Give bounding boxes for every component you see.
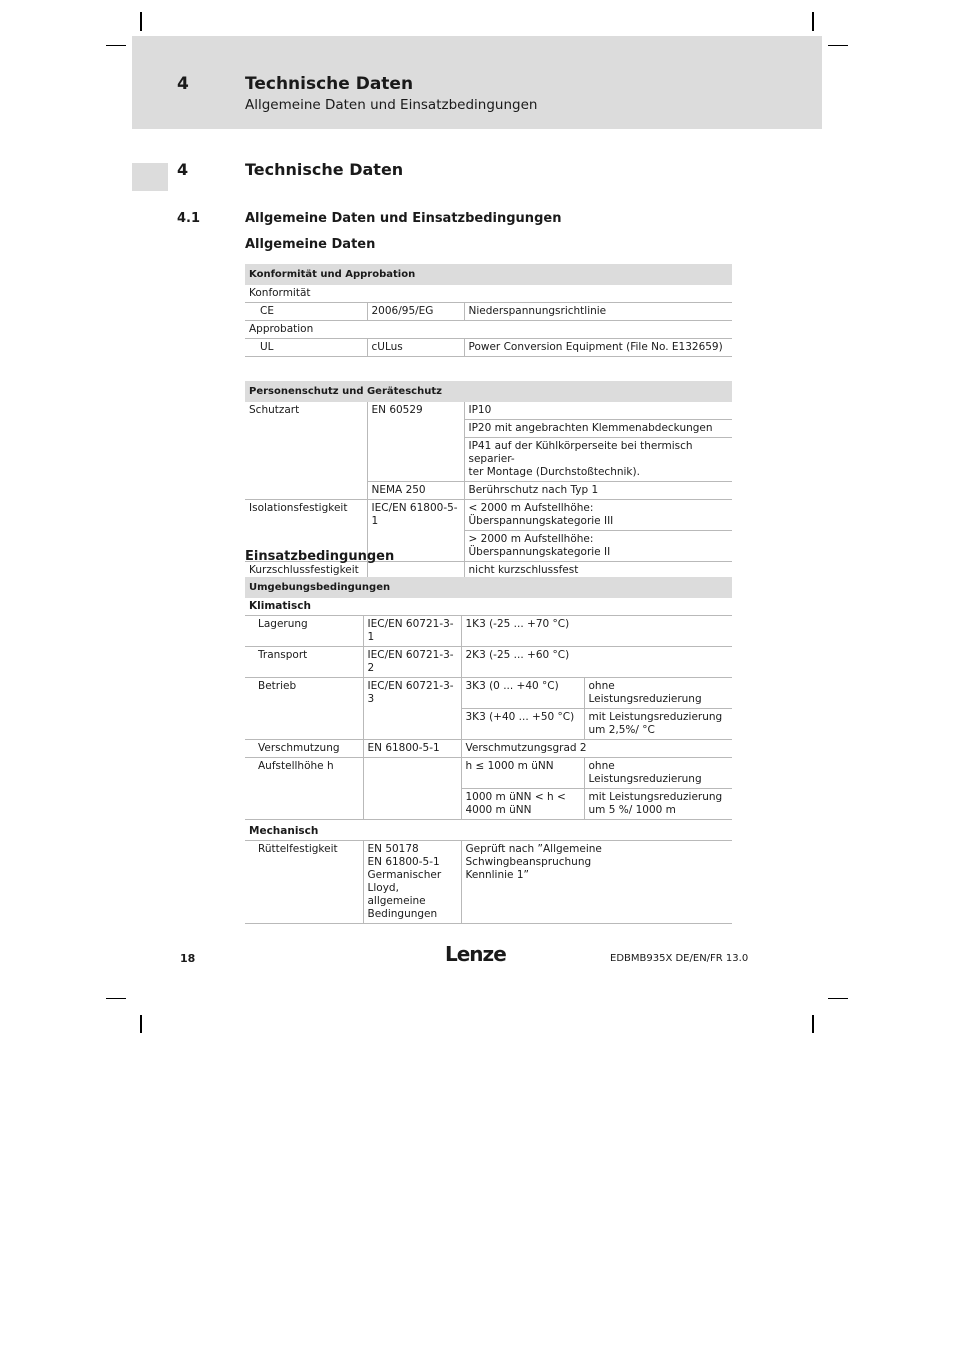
table-row: UL cULus Power Conversion Equipment (File No. E132659): [245, 339, 732, 357]
table-row: Isolationsfestigkeit IEC/EN 61800-5-1 < 2000 m Aufstellhöhe: Überspannungskategorie III: [245, 500, 732, 531]
table-row: > 2000 m Aufstellhöhe: Überspannungskategorie II: [245, 531, 732, 562]
table-row: Schutzart EN 60529 IP10: [245, 402, 732, 420]
table-row: Aufstellhöhe h h ≤ 1000 m üNN ohne Leistungsreduzierung: [245, 758, 732, 789]
heading-einsatzbedingungen: Einsatzbedingungen: [245, 549, 395, 564]
crop-mark: [140, 12, 142, 31]
crop-mark: [140, 1015, 142, 1033]
table-row: NEMA 250 Berührschutz nach Typ 1: [245, 482, 732, 500]
table-title: Personenschutz und Geräteschutz: [245, 381, 732, 402]
table-row: Transport IEC/EN 60721-3-2 2K3 (-25 ... +60 °C): [245, 647, 732, 678]
group-label: Konformität: [245, 285, 732, 303]
crop-mark: [106, 45, 126, 46]
umgebung-table: [245, 577, 732, 924]
chapter-number: 4: [177, 74, 189, 94]
section-marker: [132, 163, 168, 191]
table-row: Rüttelfestigkeit EN 50178 EN 61800-5-1 Germanischer Lloyd, allgemeine Bedingungen Geprüft nach ”Allgemeine Schwingbeanspruchung Kennlinie 1”: [245, 841, 732, 924]
table-title: Konformität und Approbation: [245, 264, 732, 285]
konformitaet-table: [245, 264, 732, 357]
section-number: 4: [177, 160, 189, 179]
table-row: 3K3 (+40 ... +50 °C) mit Leistungsreduzierung um 2,5%/ °C: [245, 709, 732, 740]
lenze-logo: Lenze: [445, 942, 506, 966]
crop-mark: [106, 998, 126, 999]
table-row: Kurzschlussfestigkeit nicht kurzschlussfest: [245, 562, 732, 580]
crop-mark: [812, 12, 814, 31]
section-title: Technische Daten: [245, 160, 404, 179]
subsection-number: 4.1: [177, 211, 201, 226]
subsection-title: Allgemeine Daten und Einsatzbedingungen: [245, 211, 562, 226]
chapter-title: Technische Daten: [245, 74, 414, 94]
crop-mark: [812, 1015, 814, 1033]
table-row: IP20 mit angebrachten Klemmenabdeckungen: [245, 420, 732, 438]
table-row: Verschmutzung EN 61800-5-1 Verschmutzungsgrad 2: [245, 740, 732, 758]
group-label: Klimatisch: [245, 598, 732, 616]
table-row: Lagerung IEC/EN 60721-3-1 1K3 (-25 ... +70 °C): [245, 616, 732, 647]
group-label: Approbation: [245, 321, 732, 339]
table-row: CE 2006/95/EG Niederspannungsrichtlinie: [245, 303, 732, 321]
table-title: Umgebungsbedingungen: [245, 577, 732, 598]
crop-mark: [828, 998, 848, 999]
crop-mark: [828, 45, 848, 46]
page-number: 18: [180, 952, 196, 965]
chapter-subtitle: Allgemeine Daten und Einsatzbedingungen: [245, 97, 538, 113]
document-reference: EDBMB935X DE/EN/FR 13.0: [610, 953, 749, 964]
table-row: Betrieb IEC/EN 60721-3-3 3K3 (0 ... +40 °C) ohne Leistungsreduzierung: [245, 678, 732, 709]
table-row: 1000 m üNN < h < 4000 m üNN mit Leistungsreduzierung um 5 %/ 1000 m: [245, 789, 732, 820]
heading-allgemeine-daten: Allgemeine Daten: [245, 237, 376, 252]
page-header: [132, 36, 822, 129]
group-label: Mechanisch: [245, 820, 732, 841]
table-row: IP41 auf der Kühlkörperseite bei thermisch separier- ter Montage (Durchstoßtechnik).: [245, 438, 732, 482]
